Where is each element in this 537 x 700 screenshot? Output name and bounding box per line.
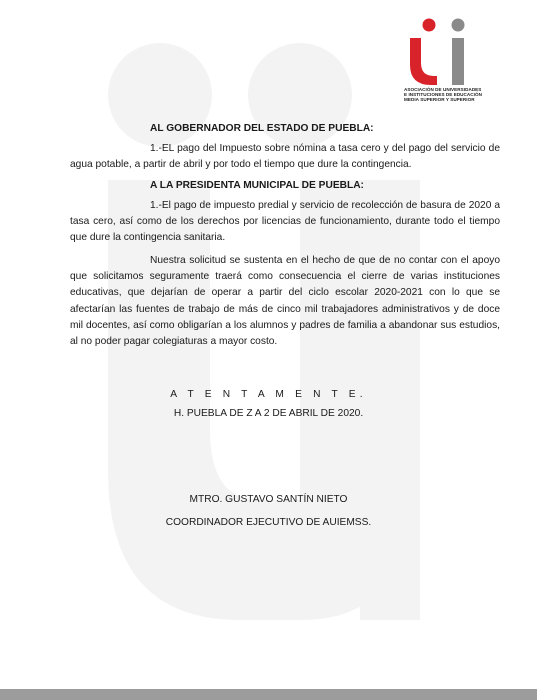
paragraph-presidenta: 1.-El pago de impuesto predial y servicio de recolección de basura de 2020 a tasa cero, así como de los derechos por licencias de funcionamiento, durante todo el tiempo que dure la contingencia sanitaria.	[70, 200, 500, 244]
logo-caption-line: MEDIA SUPERIOR Y SUPERIOR	[404, 97, 475, 103]
signer-name: MTRO. GUSTAVO SANTÍN NIETO	[189, 494, 348, 505]
heading-gobernador: AL GOBERNADOR DEL ESTADO DE PUEBLA:	[150, 123, 374, 134]
logo-red-dot	[423, 19, 436, 32]
footer-bar	[0, 689, 537, 700]
paragraph-sustento: Nuestra solicitud se sustenta en el hecho de que de no contar con el apoyo que solicitamos seguramente traerá como consecuencia el cierre de varias instituciones educativas, que dejarían de operar a partir del ciclo escolar 2020-2021 con lo que se afectarían las fuentes de trabajo de más de cinco mil trabajadores administrativos y de doce mil docentes, así como obligarían a los alumnos y padres de familia a abandonar sus estudios, al no poder pagar colegiaturas a mayor costo.	[70, 255, 500, 348]
heading-presidenta: A LA PRESIDENTA MUNICIPAL DE PUEBLA:	[150, 180, 364, 191]
logo-caption	[404, 87, 510, 103]
logo-red-u	[410, 38, 437, 85]
closing: A T E N T A M E N T E.	[170, 389, 367, 400]
logo-caption-line: ASOCIACIÓN DE UNIVERSIDADES	[404, 87, 482, 92]
logo-gray-dot	[452, 19, 465, 32]
signer-title: COORDINADOR EJECUTIVO DE AUIEMSS.	[165, 517, 372, 528]
paragraph-gobernador: 1.-EL pago del Impuesto sobre nómina a tasa cero y del pago del servicio de agua potable, a partir de abril y por todo el tiempo que dure la contingencia.	[70, 143, 500, 171]
logo-caption-line: E INSTITUCIONES DE EDUCACIÓN	[404, 92, 482, 98]
date-place: H. PUEBLA DE Z A 2 DE ABRIL DE 2020.	[173, 408, 364, 419]
logo-gray-bar	[452, 38, 464, 85]
